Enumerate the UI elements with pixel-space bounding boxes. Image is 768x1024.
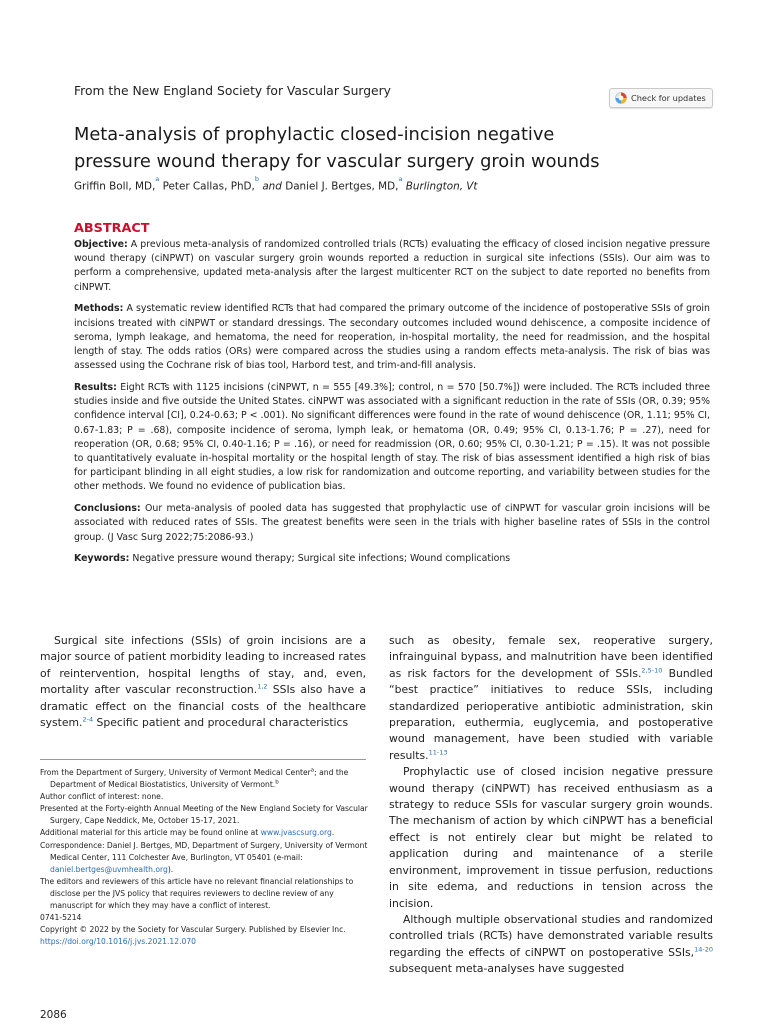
keywords-text: Negative pressure wound therapy; Surgical site infections; Wound complications (132, 553, 511, 565)
objective-label: Objective: (74, 239, 128, 250)
affiliation-marker[interactable]: a (398, 175, 403, 183)
body-text: Bundled “best practice” initiatives to reduce SSIs, including standardized perioperative antibiotic administration, skin preparation, euthermia, euglycemia, and postoperative wound management, have been studied with variable results. (389, 666, 714, 762)
body-text: subsequent meta-analyses have suggested (389, 962, 625, 976)
keywords-label: Keywords: (74, 553, 130, 565)
author-bertges: Daniel J. Bertges, MD, (285, 180, 399, 193)
footnotes (40, 767, 368, 948)
body-text: Surgical site infections (SSIs) of groin incisions are a major source of patient morbidity leading to increased rates of reintervention, hospital lengths of stay, and, even, mortality after vascular reconstruction. (40, 634, 366, 697)
footnote-issn: 0741-5214 (40, 913, 82, 923)
footnote-additional-material (40, 827, 368, 839)
body-paragraph (389, 912, 713, 978)
body-column-right (389, 633, 713, 978)
citation-link[interactable]: 2-4 (82, 715, 94, 724)
results-text: Eight RCTs with 1125 incisions (ciNPWT, n = 555 [49.3%]; control, n = 570 [50.7%]) were included. The RCTs included three studies inside and five outside the United States. ciNPWT was associated with a significant reduction in the rate of SSIs (OR, 0.39; 95% confidence interval [CI], 0.24-0.63; P < .001). No significant differences were found in the rate of wound dehiscence (OR, 1.11; 95% CI, 0.67-1.83; P = .68), composite incidence of seroma, lymph leak, or hematoma (OR, 0.49; 95% CI, 0.13-1.76; P = .27), need for reoperation (OR, 0.68; 95% CI, 0.40-1.16; P = .16), or need for readmission (OR, 0.60; 95% CI, 0.30-1.21; P = .15). It was not possible to quantitatively evaluate in-hospital mortality or the hospital length of stay. The risk of bias assessment identified a high risk of bias for participant blinding in all eight studies, a low risk for randomization and outcome reporting, and variability between studies for the other methods. We found no evidence of publication bias. (74, 382, 710, 493)
footnote-editors: The editors and reviewers of this article have no relevant financial relationships to disclose per the JVS policy that requires reviewers to decline review of any manuscript for which they may have a conflict of interest. (40, 876, 354, 911)
methods-text: A systematic review identified RCTs that had compared the primary outcome of the incidence of postoperative SSIs of groin incisions treated with ciNPWT or standard dressings. The secondary outcomes included wound dehiscence, a composite incidence of seroma, lymph leakage, and hematoma, the need for reoperation, in-hospital mortality, the need for readmission, and the hospital length of stay. The odds ratios (ORs) were compared across the studies using a random effects meta-analysis. The risk of bias was assessed using the Cochrane risk of bias tool, Harbord test, and trim-and-fill analysis. (74, 303, 710, 372)
citation-link[interactable]: 2,5-10 (641, 666, 663, 675)
footnote-conflict: Author conflict of interest: none. (40, 792, 164, 802)
abstract-keywords (74, 552, 710, 566)
body-text: such as obesity, female sex, reoperative surgery, infrainguinal bypass, and malnutrition have been identified as risk factors for the development of SSIs. (389, 634, 713, 680)
body-column-left (40, 633, 366, 731)
body-paragraph: Prophylactic use of closed incision negative pressure wound therapy (ciNPWT) has received enthusiasm as a strategy to reduce SSIs for vascular surgery groin wounds. The mechanism of action by which ciNPWT has a beneficial effect is not entirely clear but might be related to application during and maintenance of a sterile environment, improvement in tissue perfusion, reductions in site edema, and reductions in tension across the incision. (389, 765, 713, 910)
author-location: Burlington, Vt (405, 180, 478, 193)
footnote-text: Correspondence: Daniel J. Bertges, MD, Department of Surgery, University of Vermont Medical Center, 111 Colchester Ave, Burlington, VT 05401 (e-mail: (40, 840, 368, 862)
article-title (74, 121, 634, 175)
body-text: Although multiple observational studies and randomized controlled trials (RCTs) have demonstrated variable results regarding the effects of ciNPWT on postoperative SSIs, (389, 912, 713, 959)
body-paragraph (40, 633, 366, 731)
objective-text: A previous meta-analysis of randomized controlled trials (RCTs) evaluating the efficacy of closed incision negative pressure wound therapy (ciNPWT) on vascular surgery groin wounds reported a reduction in surgical site infections (SSIs). Our aim was to perform a comprehensive, updated meta-analysis after the largest multicenter RCT on the subject to date reported no benefits from ciNPWT. (74, 239, 710, 293)
doi-link[interactable]: https://doi.org/10.1016/j.jvs.2021.12.070 (40, 937, 196, 947)
footnote-affiliations (40, 767, 368, 791)
affiliation-marker[interactable]: a (155, 175, 160, 183)
abstract-results (74, 381, 710, 495)
abstract-objective (74, 238, 710, 295)
body-paragraph (389, 633, 713, 764)
footnote-copyright: Copyright © 2022 by the Society for Vascular Surgery. Published by Elsevier Inc. (40, 925, 346, 935)
footnote-text: Additional material for this article may be found online at (40, 828, 261, 838)
affiliation-marker: b (275, 779, 279, 786)
society-header: From the New England Society for Vascular Surgery (74, 84, 391, 98)
citation-link[interactable]: 14-20 (694, 945, 713, 954)
methods-label: Methods: (74, 303, 124, 315)
footnote-presented: Presented at the Forty-eighth Annual Meeting of the New England Society for Vascular Surgery, Cape Neddick, Me, October 15-17, 2021. (40, 804, 368, 826)
check-for-updates-button[interactable] (609, 88, 713, 108)
author-conjunction: and (262, 180, 282, 193)
body-text: SSIs also have a dramatic effect on the financial costs of the healthcare system. (40, 683, 366, 730)
author-list (74, 175, 478, 193)
author-callas: Peter Callas, PhD, (162, 180, 255, 193)
title-line-2: pressure wound therapy for vascular surgery groin wounds (74, 151, 600, 172)
page-number: 2086 (40, 1009, 67, 1021)
abstract-body (74, 238, 710, 574)
footnote-text: ). (167, 864, 174, 874)
body-text: Specific patient and procedural characteristics (93, 716, 349, 730)
affiliation-marker: a (310, 767, 315, 774)
check-for-updates-label: Check for updates (631, 93, 706, 103)
title-line-1: Meta-analysis of prophylactic closed-incision negative (74, 124, 555, 145)
abstract-methods (74, 302, 710, 373)
footnote-text: From the Department of Surgery, University of Vermont Medical Center (40, 768, 311, 777)
abstract-heading: ABSTRACT (74, 221, 150, 236)
footnote-correspondence (40, 840, 368, 876)
affiliation-marker[interactable]: b (254, 175, 259, 183)
conclusions-label: Conclusions: (74, 503, 141, 515)
citation-link[interactable]: 1,2 (257, 682, 268, 691)
journal-website-link[interactable]: www.jvascsurg.org (260, 828, 332, 838)
footnote-divider (40, 759, 366, 760)
results-label: Results: (74, 382, 117, 394)
footnote-text: . (331, 828, 335, 838)
crossmark-icon (615, 92, 627, 104)
abstract-conclusions (74, 502, 710, 545)
footnote-text: ; and the Department of Medical Biostatistics, University of Vermont. (50, 768, 349, 790)
conclusions-text: Our meta-analysis of pooled data has suggested that prophylactic use of ciNPWT for vascular groin incisions will be associated with reduced rates of SSIs. The greatest benefits were seen in the trials with higher baseline rates of SSIs in the control group. (J Vasc Surg 2022;75:2086-93.) (74, 503, 710, 543)
email-link[interactable]: daniel.bertges@uvmhealth.org (50, 864, 168, 874)
citation-link[interactable]: 11-13 (428, 748, 448, 757)
author-boll: Griffin Boll, MD, (74, 180, 156, 193)
